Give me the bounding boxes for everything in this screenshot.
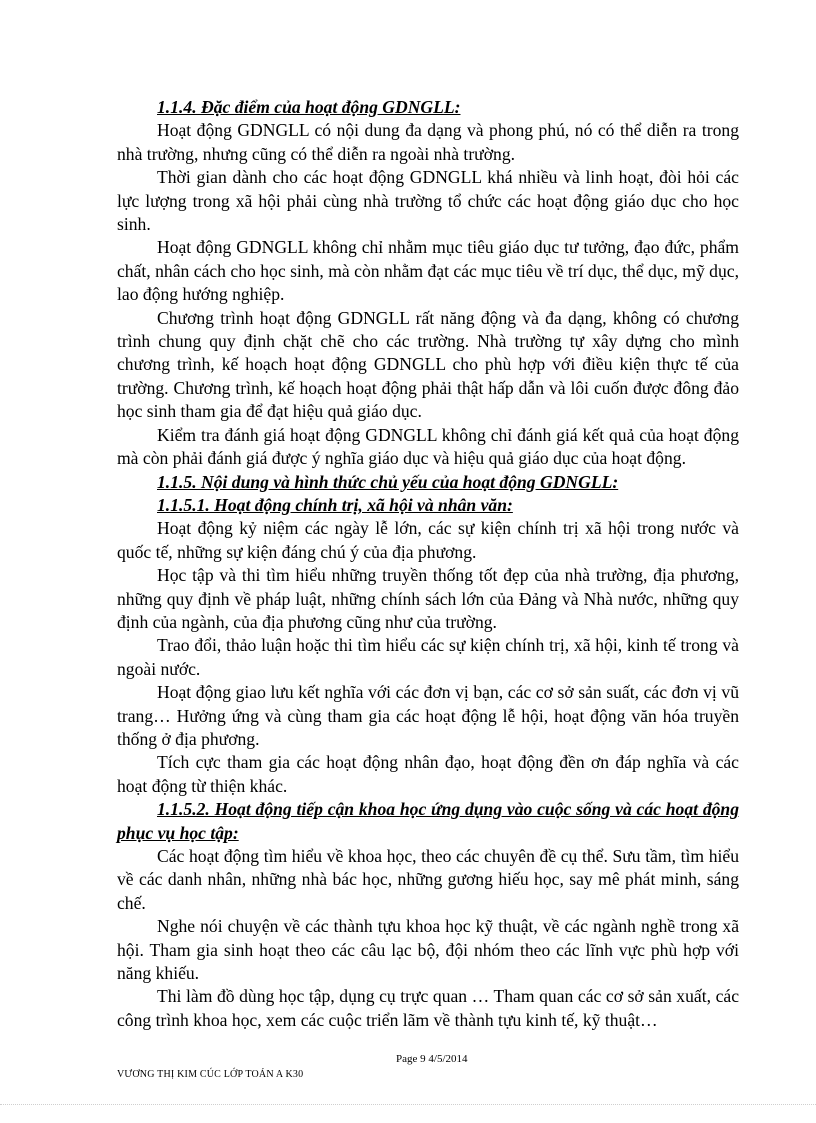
paragraph: Thời gian dành cho các hoạt động GDNGLL khá nhiều và linh hoạt, đòi hỏi các lực lượng trong xã hội phải cùng nhà trường tổ chức các hoạt động giáo dục cho học sinh. xyxy=(117,167,739,235)
heading-1-1-5-2: 1.1.5.2. Hoạt động tiếp cận khoa học ứng dụng vào cuộc sống và các hoạt động phục vụ học tập: xyxy=(117,799,739,843)
paragraph: Kiểm tra đánh giá hoạt động GDNGLL không chỉ đánh giá kết quả của hoạt động mà còn phải đánh giá được ý nghĩa giáo dục và hiệu quả giáo dục của hoạt động. xyxy=(117,424,739,469)
paragraph: Trao đổi, thảo luận hoặc thi tìm hiểu các sự kiện chính trị, xã hội, kinh tế trong và ngoài nước. xyxy=(117,635,739,679)
paragraph: Học tập và thi tìm hiểu những truyền thống tốt đẹp của nhà trường, địa phương, những quy định về pháp luật, những chính sách lớn của Đảng và Nhà nước, những quy định của ngành, của địa phương cũng như của trường. xyxy=(117,565,739,632)
paragraph: Nghe nói chuyện về các thành tựu khoa học kỹ thuật, về các ngành nghề trong xã hội. Tham gia sinh hoạt theo các câu lạc bộ, đội nhóm theo các lĩnh vực phù hợp với năng khiếu. xyxy=(117,916,739,984)
heading-1-1-4: 1.1.4. Đặc điểm của hoạt động GDNGLL: xyxy=(157,97,461,117)
heading-1-1-5: 1.1.5. Nội dung và hình thức chủ yếu của hoạt động GDNGLL: xyxy=(157,471,619,492)
paragraph: Hoạt động giao lưu kết nghĩa với các đơn vị bạn, các cơ sở sản suất, các đơn vị vũ trang… Hưởng ứng và cùng tham gia các hoạt động lễ hội, hoạt động văn hóa truyền thống ở địa phương. xyxy=(117,682,739,749)
paragraph: Thi làm đồ dùng học tập, dụng cụ trực quan … Tham quan các cơ sở sản xuất, các công trình khoa học, xem các cuộc triển lãm về thành tựu kinh tế, kỹ thuật… xyxy=(117,986,739,1030)
document-body xyxy=(117,96,739,1032)
page-bottom-divider xyxy=(0,1104,816,1105)
heading-1-1-5-1: 1.1.5.1. Hoạt động chính trị, xã hội và nhân văn: xyxy=(157,494,513,515)
paragraph: Chương trình hoạt động GDNGLL rất năng động và đa dạng, không có chương trình chung quy định chặt chẽ cho các trường. Nhà trường tự xây dựng cho mình chương trình, kế hoạch hoạt động GDNGLL cho phù hợp với điều kiện thực tế của trường. Chương trình, kế hoạch hoạt động phải thật hấp dẫn và lôi cuốn được đông đảo học sinh tham gia để đạt hiệu quả giáo dục. xyxy=(117,307,739,422)
paragraph: Hoạt động GDNGLL không chỉ nhằm mục tiêu giáo dục tư tưởng, đạo đức, phẩm chất, nhân cách cho học sinh, mà còn nhằm đạt các mục tiêu về trí dục, thể dục, mỹ dục, lao động hướng nghiệp. xyxy=(117,237,739,305)
paragraph: Tích cực tham gia các hoạt động nhân đạo, hoạt động đền ơn đáp nghĩa và các hoạt động từ thiện khác. xyxy=(117,752,739,796)
paragraph: Hoạt động GDNGLL có nội dung đa dạng và phong phú, nó có thể diễn ra trong nhà trường, nhưng cũng có thể diễn ra ngoài nhà trường. xyxy=(117,120,739,164)
paragraph: Hoạt động kỷ niệm các ngày lễ lớn, các sự kiện chính trị xã hội trong nước và quốc tế, những sự kiện đáng chú ý của địa phương. xyxy=(117,518,739,562)
page-number-footer: Page 9 4/5/2014 xyxy=(396,1053,468,1065)
paragraph: Các hoạt động tìm hiểu về khoa học, theo các chuyên đề cụ thể. Sưu tầm, tìm hiểu về các danh nhân, những nhà bác học, những gương hiếu học, say mê phát minh, sáng chế. xyxy=(117,846,739,913)
author-footer: VƯƠNG THỊ KIM CÚC LỚP TOÁN A K30 xyxy=(117,1069,304,1080)
